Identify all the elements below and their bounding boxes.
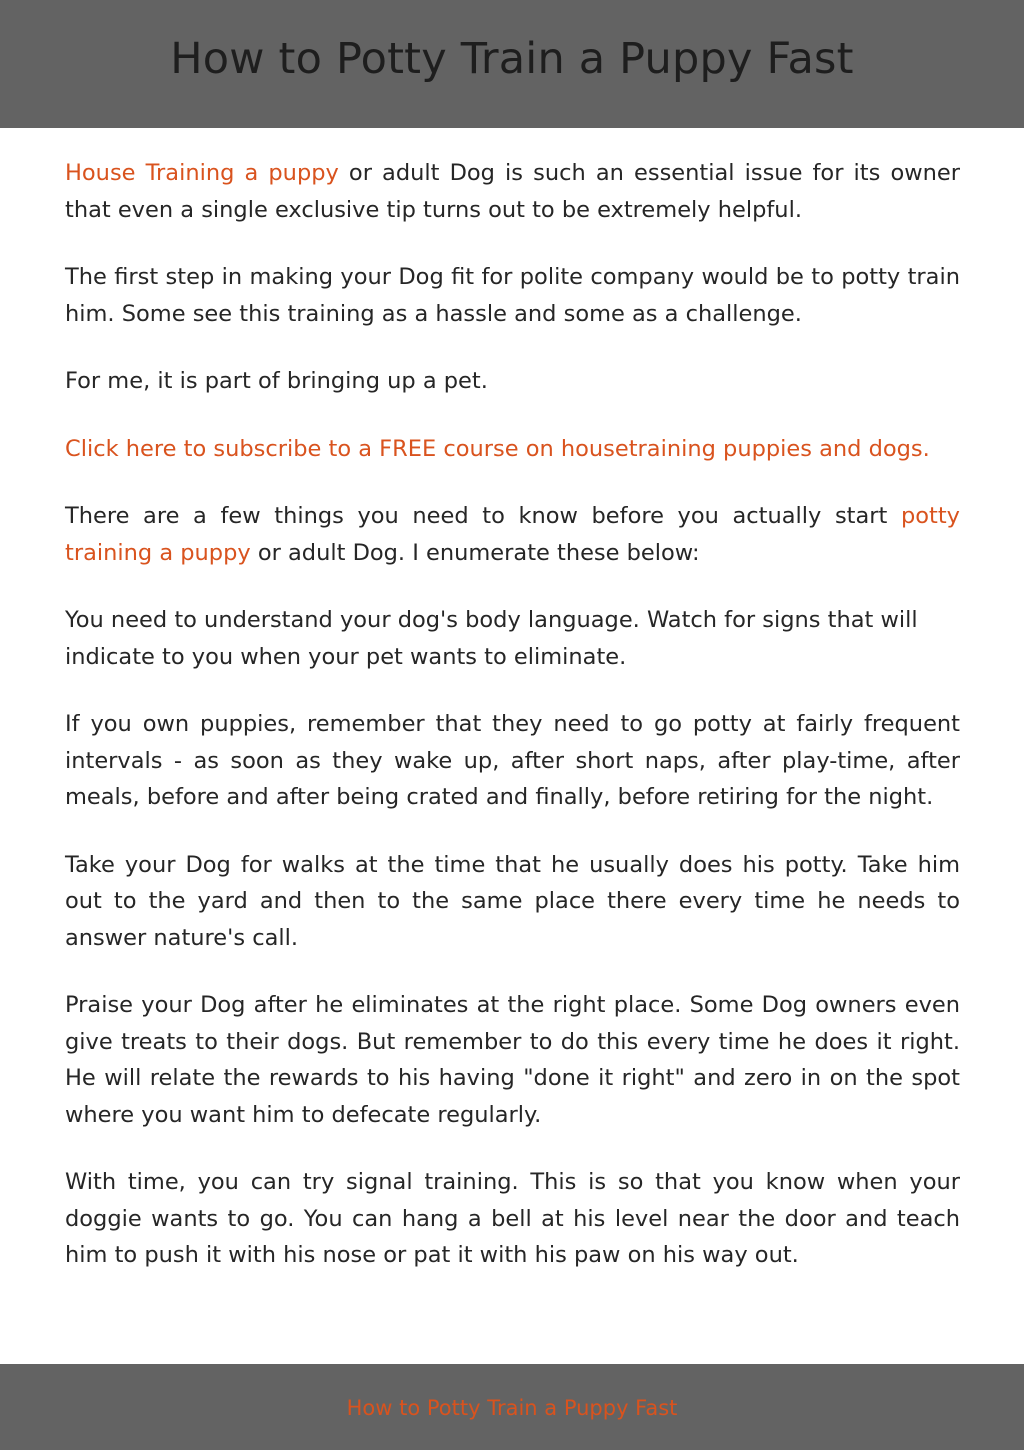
paragraph-walks: Take your Dog for walks at the time that he usually does his potty. Take him out to the yard and then to the same place there every time he needs to answer nature's call.	[65, 851, 960, 951]
paragraph-subscribe	[65, 431, 960, 468]
article-body	[65, 155, 960, 1305]
paragraph-for-me: For me, it is part of bringing up a pet.	[65, 368, 488, 394]
footer-title: How to Potty Train a Puppy Fast	[346, 1396, 678, 1420]
page-title: How to Potty Train a Puppy Fast	[170, 34, 854, 84]
paragraph-body-language: You need to understand your dog's body language. Watch for signs that will indicate to you when your pet wants to eliminate.	[65, 607, 918, 670]
paragraph-intro	[65, 155, 960, 228]
paragraph-puppies-intervals: If you own puppies, remember that they need to go potty at fairly frequent intervals - as soon as they wake up, after short naps, after play-time, after meals, before and after being crated and finally, before retiring for the night.	[65, 711, 960, 810]
subscribe-link[interactable]: Click here to subscribe to a FREE course on housetraining puppies and dogs.	[65, 435, 930, 462]
things-to-know-text-before: There are a few things you need to know before you actually start	[65, 503, 901, 529]
paragraph-things-to-know	[65, 498, 960, 571]
page-footer	[0, 1364, 1024, 1450]
paragraph-signal-training: With time, you can try signal training. This is so that you know when your doggie wants to go. You can hang a bell at his level near the door and teach him to push it with his nose or pat it with his paw on his way out.	[65, 1169, 960, 1268]
things-to-know-text-after: or adult Dog. I enumerate these below:	[250, 539, 700, 566]
paragraph-first-step: The first step in making your Dog fit for polite company would be to potty train him. Some see this training as a hassle and some as a challenge.	[65, 264, 960, 327]
house-training-link[interactable]: House Training a puppy	[65, 160, 339, 186]
potty-training-link[interactable]: potty training a puppy	[65, 503, 960, 566]
paragraph-praise: Praise your Dog after he eliminates at the right place. Some Dog owners even give treats to their dogs. But remember to do this every time he does it right. He will relate the rewards to his having "done it right" and zero in on the spot where you want him to defecate regularly.	[65, 992, 960, 1128]
paragraph-intro-text: or adult Dog is such an essential issue for its owner that even a single exclusive tip turns out to be extremely helpful.	[65, 160, 960, 223]
page-header	[0, 0, 1024, 128]
